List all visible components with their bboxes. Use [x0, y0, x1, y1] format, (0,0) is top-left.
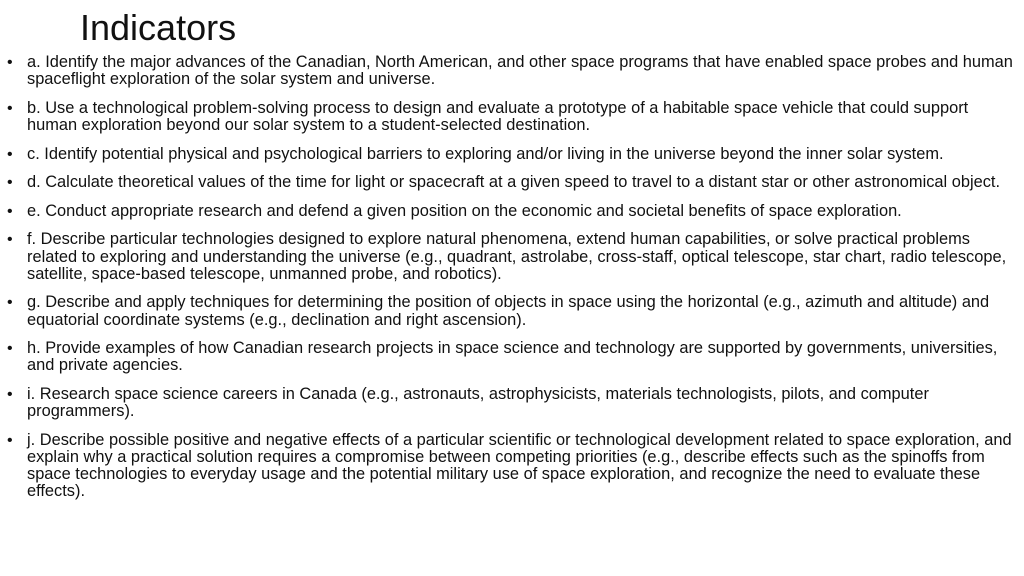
list-item-text: g. Describe and apply techniques for determining the position of objects in space using the horizontal (e.g., azimuth and altitude) and equatorial coordinate systems (e.g., declination and right ascension).	[27, 293, 990, 329]
list-item-text: e. Conduct appropriate research and defend a given position on the economic and societal benefits of space exploration.	[27, 201, 902, 220]
list-item	[0, 294, 1020, 328]
bullet-icon: •	[7, 294, 13, 312]
list-item	[0, 100, 1020, 134]
bullet-icon: •	[7, 385, 13, 403]
list-item-text: j. Describe possible positive and negative effects of a particular scientific or technological development related to space exploration, and explain why a practical solution requires a compromise between competing priorities (e.g., describe effects such as the spinoffs from space technologies to everyday usage and the potential military use of space exploration, and recognize the need to evaluate these effects).	[27, 430, 1012, 501]
bullet-icon: •	[7, 99, 13, 117]
list-item-text: b. Use a technological problem-solving process to design and evaluate a prototype of a habitable space vehicle that could support human exploration beyond our solar system to a student-selected destination.	[27, 98, 969, 134]
list-item	[0, 54, 1020, 88]
list-item-text: c. Identify potential physical and psychological barriers to exploring and/or living in the universe beyond the inner solar system.	[27, 144, 944, 163]
bullet-icon: •	[7, 431, 13, 449]
slide-title: Indicators	[80, 7, 237, 48]
bullet-icon: •	[7, 231, 13, 249]
list-item	[0, 174, 1020, 191]
bullet-icon: •	[7, 202, 13, 220]
bullet-icon: •	[7, 174, 13, 192]
indicator-list	[0, 54, 1020, 512]
list-item	[0, 340, 1020, 374]
list-item	[0, 231, 1020, 283]
list-item-text: f. Describe particular technologies designed to explore natural phenomena, extend human capabilities, or solve practical problems related to exploring and understanding the universe (e.g., quadrant, astrolabe, cross-staff, optical telescope, star chart, radio telescope, satellite, space-based telescope, unmanned probe, and robotics).	[27, 230, 1007, 283]
list-item	[0, 146, 1020, 163]
list-item-text: h. Provide examples of how Canadian research projects in space science and technology are supported by governments, universities, and private agencies.	[27, 339, 998, 375]
list-item-text: d. Calculate theoretical values of the time for light or spacecraft at a given speed to travel to a distant star or other astronomical object.	[27, 173, 1001, 192]
list-item	[0, 386, 1020, 420]
list-item-text: i. Research space science careers in Canada (e.g., astronauts, astrophysicists, materials technologists, pilots, and computer programmers).	[27, 384, 929, 421]
bullet-icon: •	[7, 340, 13, 358]
list-item-text: a. Identify the major advances of the Canadian, North American, and other space programs that have enabled space probes and human spaceflight exploration of the solar system and universe.	[27, 53, 1013, 89]
bullet-icon: •	[7, 145, 13, 163]
bullet-icon: •	[7, 54, 13, 71]
list-item	[0, 432, 1020, 501]
list-item	[0, 203, 1020, 220]
